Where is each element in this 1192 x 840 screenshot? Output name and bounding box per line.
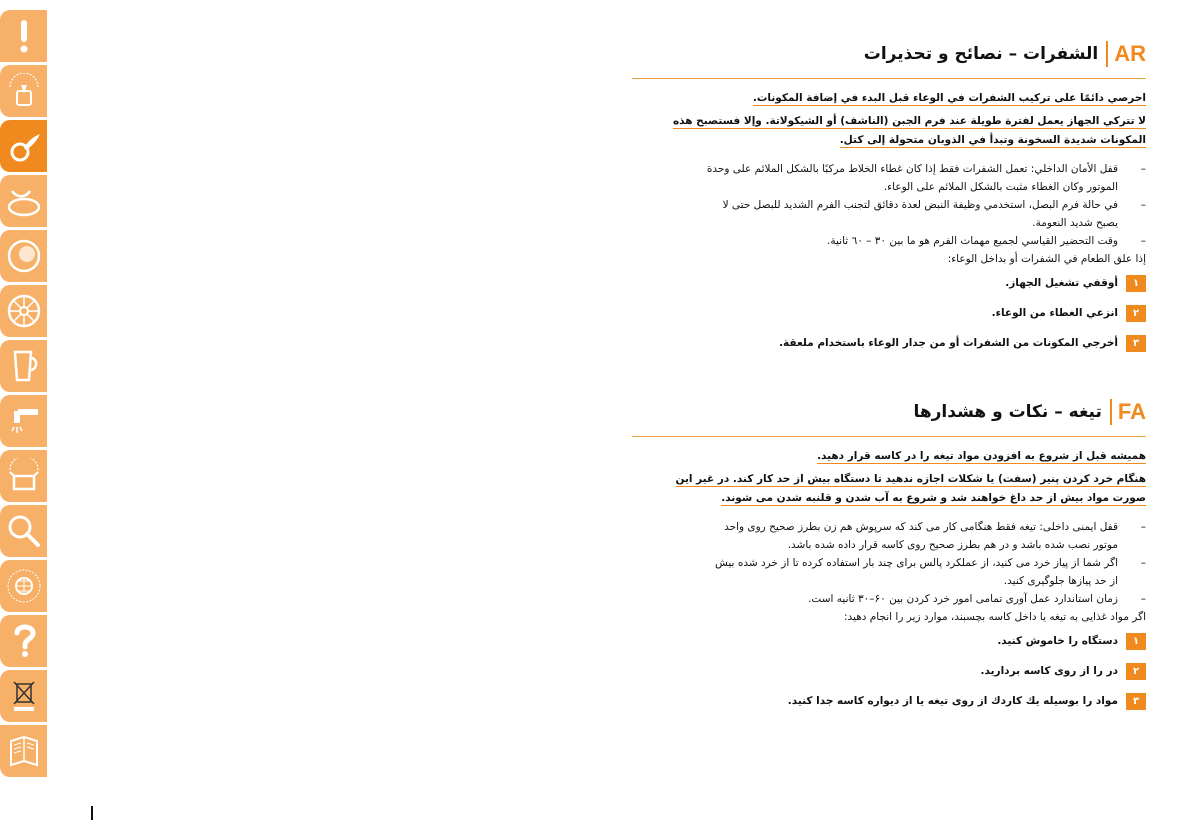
tab-recipes[interactable] bbox=[0, 725, 47, 777]
note-ar: إذا علق الطعام في الشفرات أو بداخل الوعاء: bbox=[947, 253, 1146, 265]
bullet-item: – قفل الأمان الداخلي: تعمل الشفرات فقط إذا كان غطاء الخلاط مركبًا بالشكل الملائم على وحدة الموتور وكان الغطاء مثبت بالشكل الملائم على الوعاء. bbox=[706, 163, 1146, 193]
step-item: ١ دستگاه را خاموش كنيد. bbox=[632, 632, 1146, 650]
heading-title-fa: تيغه – نكات و هشدارها bbox=[913, 402, 1102, 422]
storage-box-icon bbox=[6, 458, 42, 494]
lang-code-fa: FA bbox=[1110, 399, 1146, 425]
tab-troubleshoot[interactable] bbox=[0, 505, 47, 557]
disc-icon bbox=[6, 183, 42, 219]
bullet-item: – زمان استاندارد عمل آوری تمامی امور خرد كردن بين ۶۰–۳۰ ثانيه است. bbox=[808, 593, 1146, 605]
warning-1-ar: احرصي دائمًا على تركيب الشفرات في الوعاء قبل البدء في إضافة المكونات. bbox=[752, 92, 1146, 104]
tab-disc[interactable] bbox=[0, 175, 47, 227]
section-fa bbox=[632, 392, 1146, 722]
bullet-item: – وقت التحضير القياسي لجميع مهمات الفرم هو ما بين ٣٠ – ٦٠ ثانية. bbox=[827, 235, 1146, 247]
globe-guarantee-icon bbox=[6, 568, 42, 604]
page-marker bbox=[91, 806, 93, 820]
section-ar bbox=[632, 34, 1146, 364]
chapter-sidebar bbox=[0, 10, 47, 780]
tab-faq[interactable] bbox=[0, 615, 47, 667]
heading-fa bbox=[632, 392, 1146, 437]
bullet-item: – في حالة فرم البصل، استخدمي وظيفة النبض لعدة دقائق لتجنب الفرم الشديد للبصل حتى لا يصبح شديد النعومة. bbox=[722, 199, 1146, 229]
citrus-press-icon bbox=[6, 293, 42, 329]
step-item: ٣ أخرجي المكونات من الشفرات أو من جدار الوعاء باستخدام ملعقة. bbox=[632, 334, 1146, 352]
bullet-item: – قفل ايمنی داخلی: تيغه فقط هنگامی كار می كند كه سرپوش هم زن بطرز صحيح روی واحد موتور نصب شده باشد و در هم بطرز صحيح روی كاسه قرار داده شده باشد. bbox=[724, 521, 1146, 551]
heading-ar bbox=[632, 34, 1146, 79]
recipe-book-icon bbox=[6, 733, 42, 769]
crossed-bin-icon bbox=[6, 678, 42, 714]
faucet-icon bbox=[6, 403, 42, 439]
tab-disposal[interactable] bbox=[0, 670, 47, 722]
heading-title-ar: الشفرات – نصائح و تحذيرات bbox=[863, 44, 1099, 64]
steps-ar bbox=[632, 274, 1146, 352]
steps-fa bbox=[632, 632, 1146, 710]
tab-jug[interactable] bbox=[0, 340, 47, 392]
blender-jug-icon bbox=[6, 348, 42, 384]
bullet-list-fa bbox=[632, 518, 1146, 608]
tab-warning[interactable] bbox=[0, 10, 47, 62]
step-item: ٢ در را از روی كاسه برداريد. bbox=[632, 662, 1146, 680]
tab-citrus[interactable] bbox=[0, 285, 47, 337]
tab-guarantee[interactable] bbox=[0, 560, 47, 612]
tab-grater[interactable] bbox=[0, 230, 47, 282]
warning-1-fa: هميشه قبل از شروع به افزودن مواد تيغه را در كاسه قرار دهيد. bbox=[817, 450, 1146, 462]
click-and-go-icon bbox=[6, 73, 42, 109]
step-item: ١ أوقفي تشغيل الجهاز. bbox=[632, 274, 1146, 292]
tab-blade[interactable] bbox=[0, 120, 47, 172]
step-item: ٢ انزعي الغطاء من الوعاء. bbox=[632, 304, 1146, 322]
lang-code-ar: AR bbox=[1106, 41, 1146, 67]
tab-click-go[interactable] bbox=[0, 65, 47, 117]
note-fa: اگر مواد غذايی به تيغه يا داخل كاسه بچسبند، موارد زير را انجام دهيد: bbox=[844, 611, 1146, 623]
bullet-item: – اگر شما از پياز خرد می كنيد، از عملكرد پالس برای چند بار استفاده كرده تا از خرد شده بيش از حد پيازها جلوگيری كنيد. bbox=[715, 557, 1146, 587]
question-icon bbox=[6, 623, 42, 659]
grater-disc-icon bbox=[6, 238, 42, 274]
warning-2-fa: هنگام خرد كردن پنير (سفت) يا شكلات اجازه ندهيد تا دستگاه بيش از حد كار كند. در غير اين صورت مواد بيش از حد داغ خواهند شد و شروع به آب شدن و قلنبه شدن می شوند. bbox=[675, 473, 1146, 504]
tab-cleaning[interactable] bbox=[0, 395, 47, 447]
tab-storage[interactable] bbox=[0, 450, 47, 502]
bullet-list-ar bbox=[632, 160, 1146, 250]
blade-icon bbox=[6, 128, 42, 164]
exclamation-icon bbox=[6, 18, 42, 54]
warning-2-ar: لا تتركي الجهاز يعمل لفترة طويلة عند فرم الجبن (الناشف) أو الشيكولاتة. وإلا فستصبح هذه المكونات شديدة السخونة وتبدأ في الذوبان متحولة إلى كتل. bbox=[672, 115, 1146, 146]
step-item: ٣ مواد را بوسيله يك كاردك از روی تيغه يا از ديواره كاسه جدا كنيد. bbox=[632, 692, 1146, 710]
magnifier-icon bbox=[6, 513, 42, 549]
